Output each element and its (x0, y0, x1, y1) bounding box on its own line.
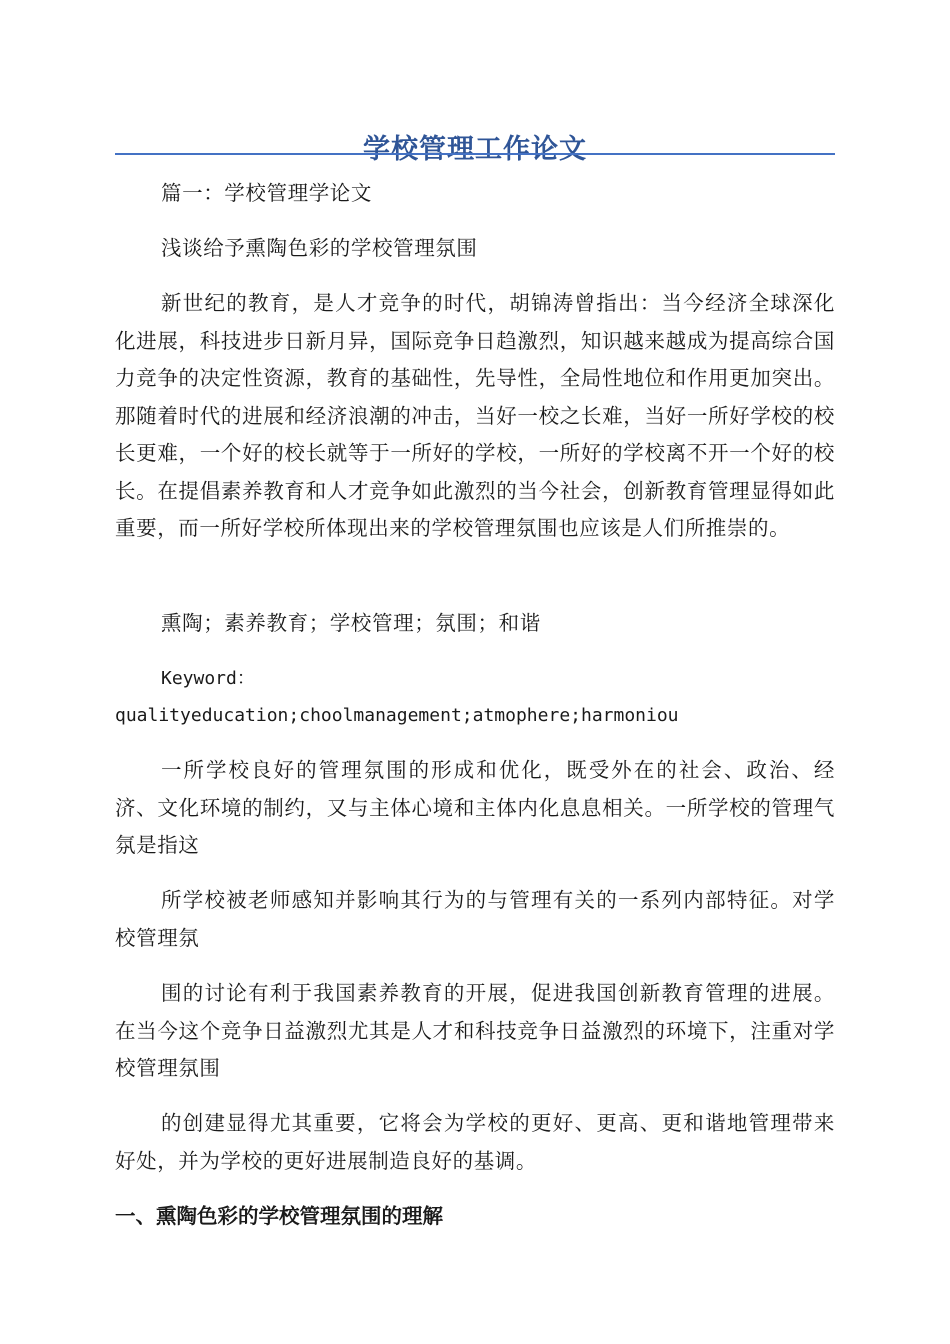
paragraph-subtitle: 浅谈给予熏陶色彩的学校管理氛围 (161, 236, 478, 260)
document-title: 学校管理工作论文 (363, 134, 587, 166)
paragraph-keywords-cn: 熏陶；素养教育；学校管理；氛围；和谐 (161, 611, 541, 635)
paragraph-chapter-label: 篇一：学校管理学论文 (161, 181, 372, 205)
title-underline (115, 153, 835, 155)
section-heading: 一、熏陶色彩的学校管理氛围的理解 (115, 1204, 443, 1228)
paragraph-keywords-en: qualityeducation;choolmanagement;atmophere;harmoniou (115, 705, 679, 726)
paragraph-body-4: 的创建显得尤其重要，它将会为学校的更好、更高、更和谐地管理带来好处，并为学校的更好进展制造良好的基调。 (115, 1111, 835, 1173)
paragraph-intro: 新世纪的教育，是人才竞争的时代，胡锦涛曾指出：当今经济全球深化化进展，科技进步日新月异，国际竞争日趋激烈，知识越来越成为提高综合国力竞争的决定性资源，教育的基础性，先导性，全局性地位和作用更加突出。那随着时代的进展和经济浪潮的冲击，当好一校之长难，当好一所好学校的校长更难，一个好的校长就等于一所好的学校，一所好的学校离不开一个好的校长。在提倡素养教育和人才竞争如此激烈的当今社会，创新教育管理显得如此重要，而一所好学校所体现出来的学校管理氛围也应该是人们所推崇的。 (115, 291, 835, 540)
paragraph-body-2: 所学校被老师感知并影响其行为的与管理有关的一系列内部特征。对学校管理氛 (115, 888, 835, 950)
paragraph-body-3: 围的讨论有利于我国素养教育的开展，促进我国创新教育管理的进展。在当今这个竞争日益激烈尤其是人才和科技竞争日益激烈的环境下，注重对学校管理氛围 (115, 981, 835, 1080)
paragraph-body-1: 一所学校良好的管理氛围的形成和优化，既受外在的社会、政治、经济、文化环境的制约，又与主体心境和主体内化息息相关。一所学校的管理气氛是指这 (115, 758, 835, 857)
paragraph-keyword-label: Keyword： (161, 668, 255, 689)
